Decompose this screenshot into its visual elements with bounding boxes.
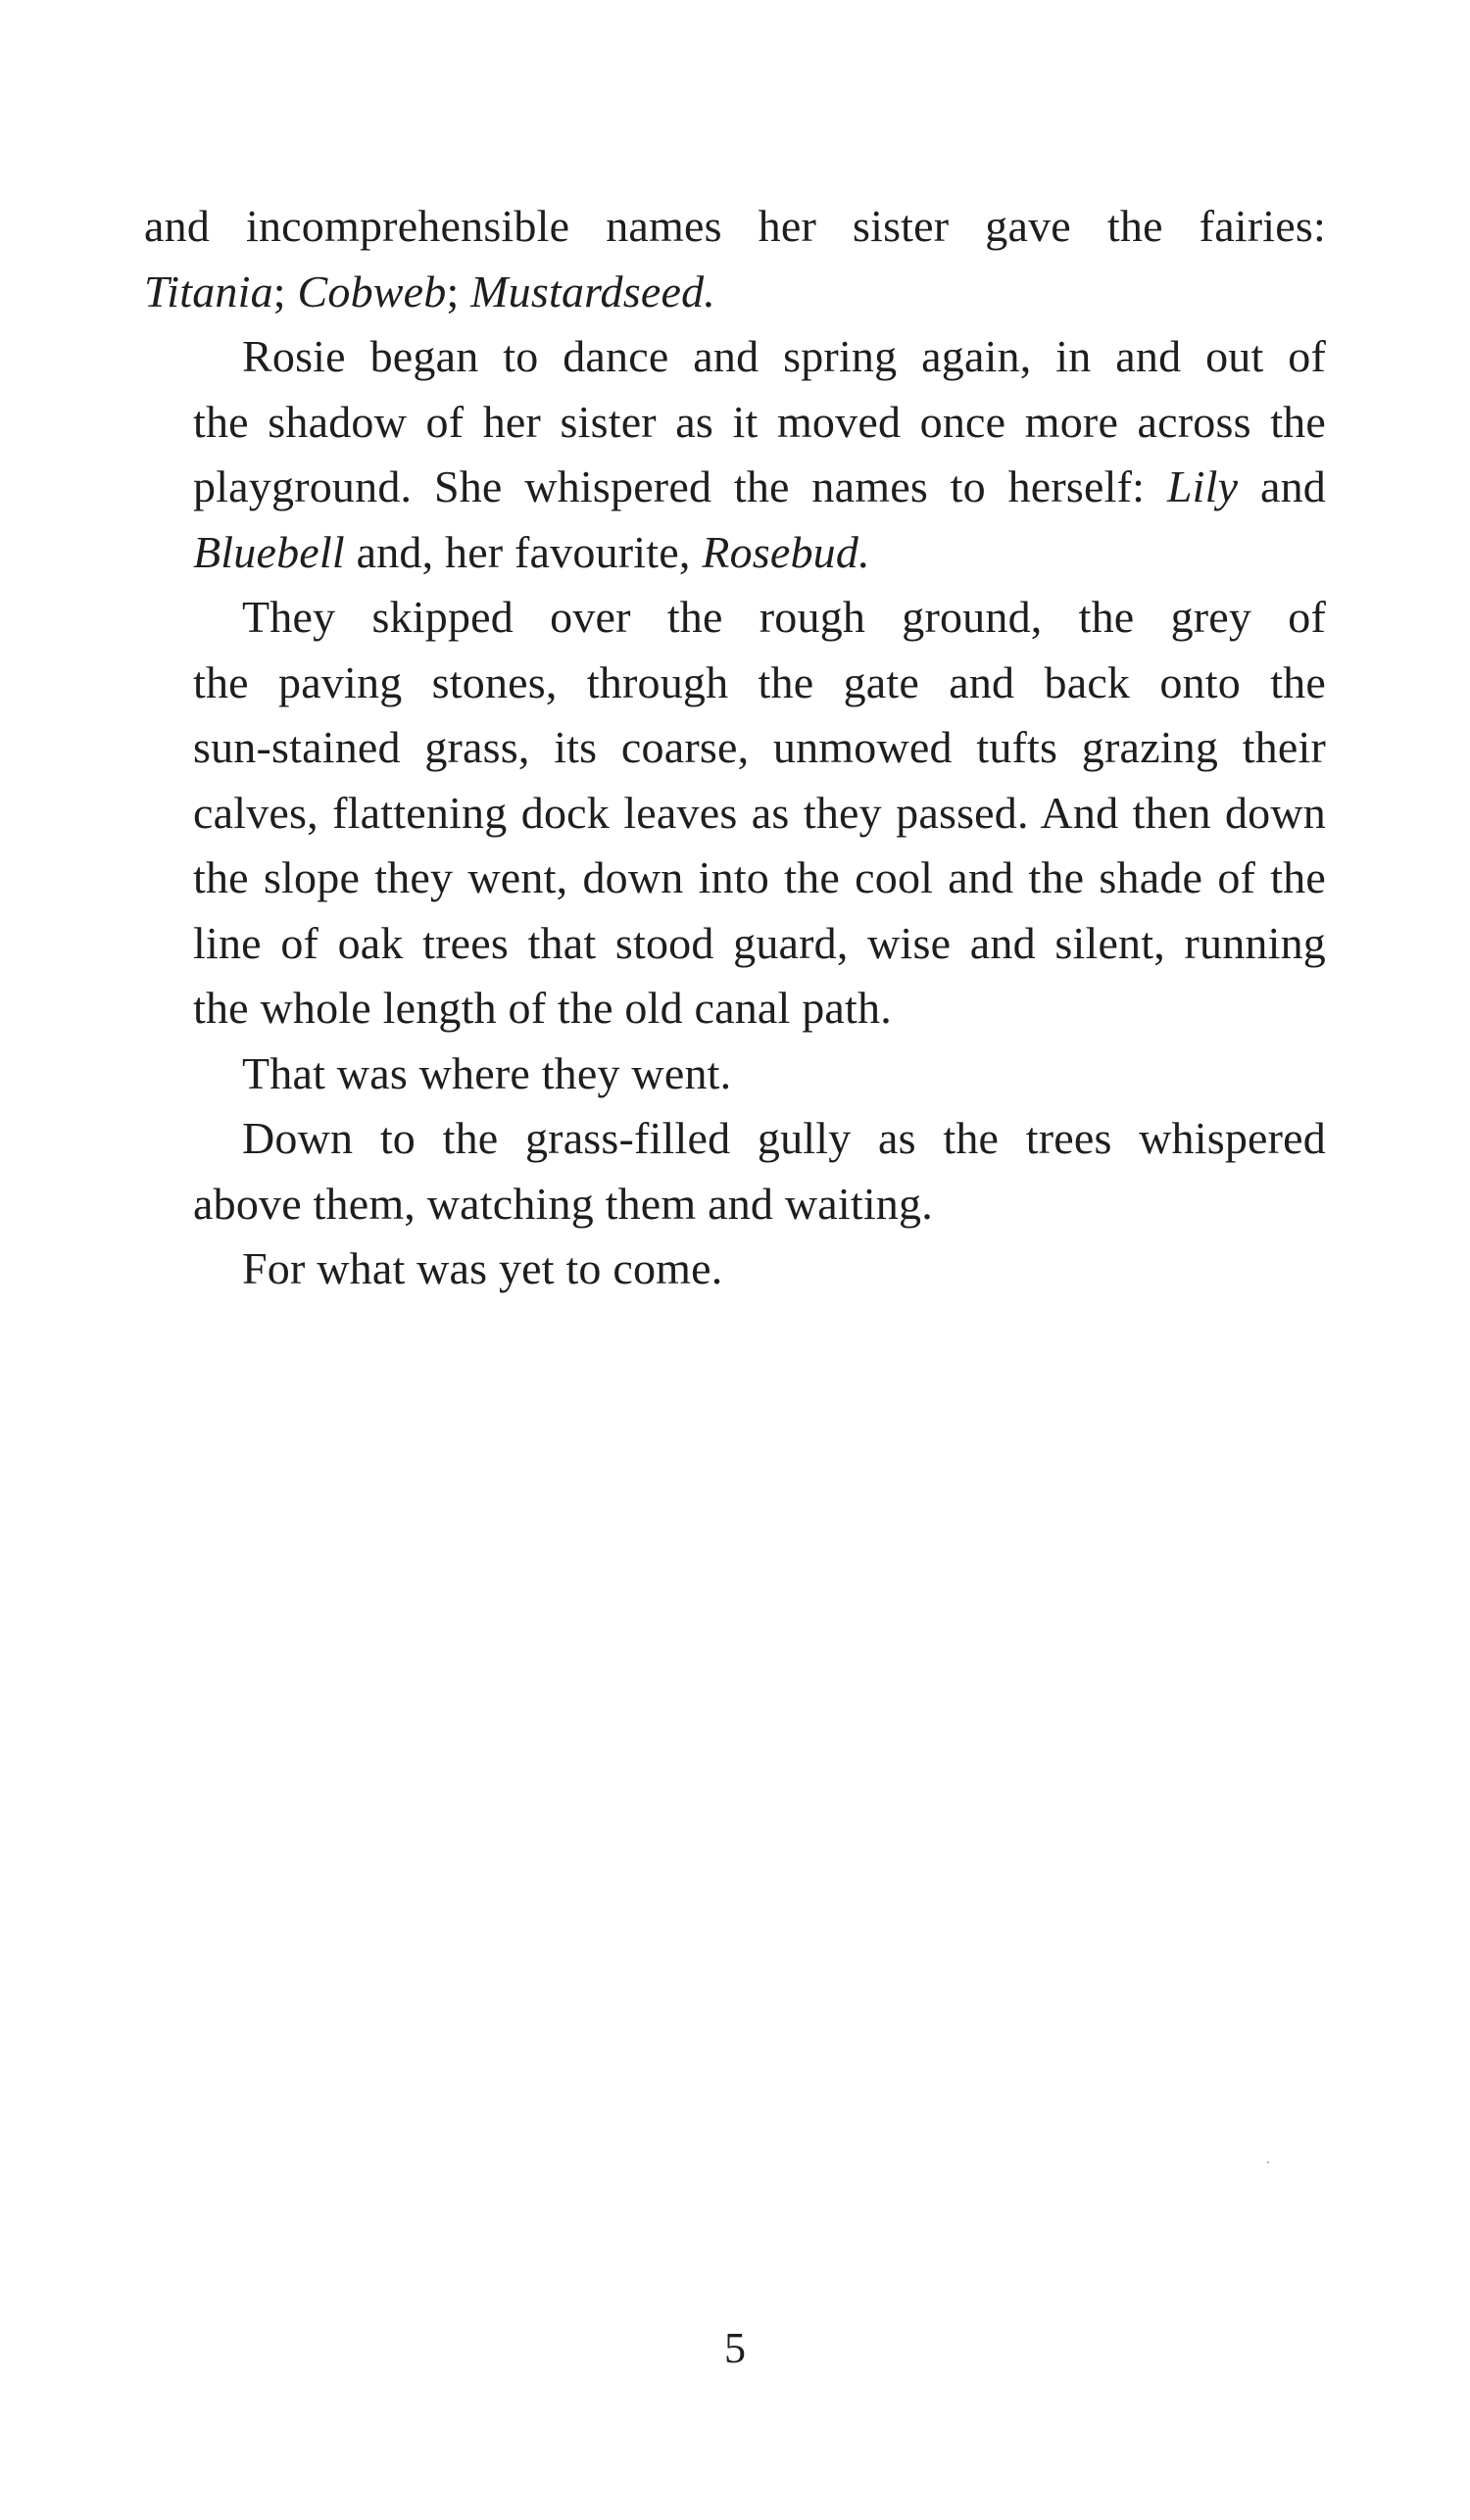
paragraph-3 <box>144 585 1326 1042</box>
text-line: the whole length of the old canal path. <box>193 983 892 1033</box>
text-line <box>144 260 1326 325</box>
text-line: Down to the grass-filled gully as the trees whispered <box>242 1113 1326 1163</box>
italic-name-titania: Titania <box>144 266 273 316</box>
text-line <box>144 455 1326 520</box>
text-line: above them, watching them and waiting. <box>193 1178 933 1229</box>
text-line: the slope they went, down into the cool and the shade of the <box>193 852 1326 902</box>
punctuation: ; <box>446 266 471 316</box>
text-line: They skipped over the rough ground, the grey of <box>242 592 1326 642</box>
italic-name-bluebell: Bluebell <box>193 526 345 577</box>
paragraph-1 <box>144 194 1326 324</box>
paragraph-2 <box>144 324 1326 585</box>
paragraph-5 <box>144 1106 1326 1236</box>
italic-name-lily: Lily <box>1166 461 1239 511</box>
text-line: For what was yet to come. <box>242 1243 723 1293</box>
text-run: and, her favourite, <box>344 526 703 577</box>
italic-name-cobweb: Cobweb <box>297 266 447 316</box>
text-run: and <box>1238 461 1326 511</box>
italic-name-rosebud: Rosebud. <box>702 526 870 577</box>
text-line: Rosie began to dance and spring again, in and out of <box>242 331 1326 381</box>
italic-name-mustardseed: Mustardseed. <box>470 266 715 316</box>
paper-speck <box>1267 2161 1269 2163</box>
text-run: playground. She whispered the names to herself: <box>193 461 1167 511</box>
text-line: the paving stones, through the gate and back onto the <box>193 656 1326 707</box>
paragraph-6 <box>144 1236 1326 1302</box>
text-line: and incomprehensible names her sister gave the fairies: <box>144 201 1326 251</box>
punctuation: ; <box>272 266 298 316</box>
text-line: That was where they went. <box>242 1047 732 1098</box>
text-line <box>144 520 1326 586</box>
text-line: line of oak trees that stood guard, wise and silent, running <box>193 917 1326 968</box>
text-line: the shadow of her sister as it moved once more across the <box>193 396 1326 447</box>
body-text <box>144 194 1326 1302</box>
page-number: 5 <box>724 2324 746 2372</box>
text-line: sun-stained grass, its coarse, unmowed tufts grazing their <box>193 722 1326 772</box>
text-line: calves, flattening dock leaves as they passed. And then down <box>193 787 1326 838</box>
paragraph-4 <box>144 1042 1326 1107</box>
